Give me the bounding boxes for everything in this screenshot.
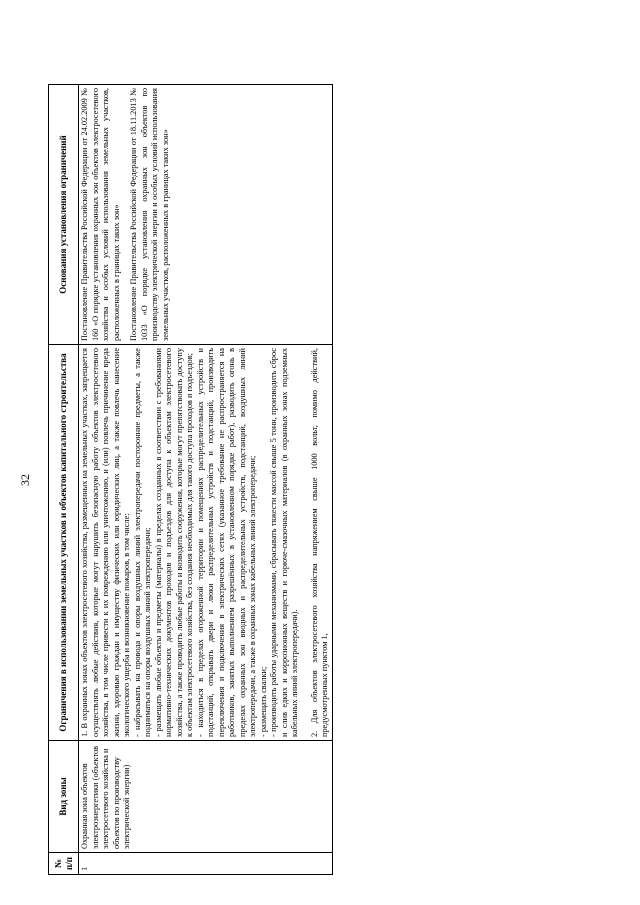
header-num: № п/п bbox=[49, 853, 79, 875]
restriction-item: - находиться в пределах огороженной территории и помещениях распределительных устройств и подстанций, открывать двери и люки распределительных устройств и подстанций, производить переключения и подключения в электрических сетях (указанное требование не распространяется на работников, занятых выполнением разрешённых в установленном порядке работ), разводить огонь в пределах охранных зон вводных и распределительных устройств, подстанций, воздушных линий электропередачи, а также в охранных зонах кабельных линий электропередачи; bbox=[195, 348, 257, 737]
table-header-row bbox=[49, 85, 79, 875]
basis-cell bbox=[79, 85, 333, 345]
header-basis: Основания установления ограничений bbox=[49, 85, 79, 345]
header-zone: Вид зоны bbox=[49, 741, 79, 853]
restrictions-cell bbox=[79, 345, 333, 741]
rotated-page bbox=[18, 85, 598, 875]
header-restrictions: Ограничения в использовании земельных участков и объектов капитального строительства bbox=[49, 345, 79, 741]
zone-type: Охранная зона объектов электроэнергетики (объектов электросетевого хозяйства и объектов по производству электрической энергии) bbox=[79, 741, 333, 853]
restriction-paragraph-2: 2. Для объектов электросетевого хозяйства напряжением свыше 1000 вольт, помимо действий, предусмотренных пунктом 1, bbox=[309, 348, 329, 737]
restriction-paragraph: 1. В охранных зонах объектов электросетевого хозяйства, размещенных на земельных участках, запрещается осуществлять любые действия, которые могут нарушить безопасную работу объектов электросетевого хозяйства, в том числе привести к их повреждению или уничтожению, и (или) повлечь причинение вреда жизни, здоровью граждан и имуществу физических или юридических лиц, а также повлечь нанесение экологического ущерба и возникновение пожаров, в том числе: bbox=[80, 348, 131, 737]
row-num: 1 bbox=[79, 853, 333, 875]
page-number: 32 bbox=[18, 474, 32, 486]
restriction-item: - производить работы ударными механизмами, сбрасывать тяжести массой свыше 5 тонн, производить сброс и слив едких и коррозионных веществ и горюче-смазочных материалов (в охранных зонах подземных кабельных линий электропередачи). bbox=[269, 348, 299, 737]
restriction-item: - размещать свалки; bbox=[258, 666, 268, 737]
restrictions-table bbox=[48, 84, 333, 875]
table-row bbox=[79, 85, 333, 875]
restriction-item: - размещать любые объекты и предметы (материалы) в пределах созданных в соответствии с требованиями нормативно-технических документов проходов и подъездов для доступа к объектам электросетевого хозяйства, а также проводить любые работы и возводить сооружения, которые могут препятствовать доступу к объектам электросетевого хозяйства, без создания необходимых для такого доступа проходов и подъездов; bbox=[153, 348, 194, 737]
basis-item: Постановление Правительства Российской Федерации от 24.02.2009 № 160 «О порядке установления охранных зон объектов электросетевого хозяйства и особых условий использования земельных участков, расположенных в границах таких зон» bbox=[80, 88, 121, 341]
basis-item: Постановление Правительства Российской Федерации от 18.11.2013 № 1033 «О порядке установления охранных зон объектов по производству электрической энергии и особых условий использования земельных участков, расположенных в границах таких зон» bbox=[129, 88, 170, 341]
restriction-item: - набрасывать на провода и опоры воздушных линий электропередачи посторонние предметы, а также подниматься на опоры воздушных линий электропередачи; bbox=[132, 348, 152, 737]
